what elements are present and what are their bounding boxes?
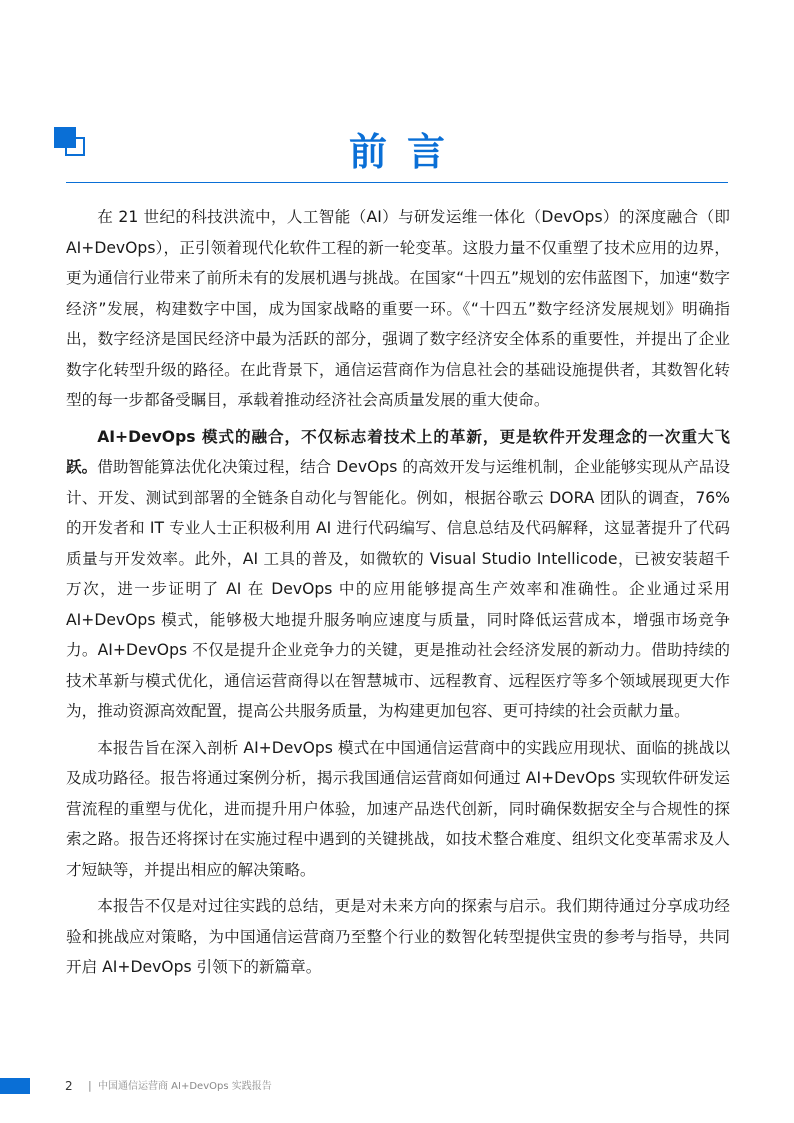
footer-accent-bar (0, 1078, 30, 1094)
paragraph-2-lead: AI+DevOps 模式的融合，不仅标志着技术上的革新，更是软件开发理念的一次重大飞跃。 (66, 427, 730, 476)
paragraph-4 (66, 891, 730, 983)
footer-page-number: 2 (65, 1079, 73, 1093)
page-title: 前言 (348, 130, 465, 174)
paragraph-3-text: 本报告旨在深入剖析 AI+DevOps 模式在中国通信运营商中的实践应用现状、面临的挑战以及成功路径。报告将通过案例分析，揭示我国通信运营商如何通过 AI+DevOps 实现软件研发运营流程的重塑与优化，进而提升用户体验，加速产品迭代创新，同时确保数据安全与合规性的探索之路。报告还将探讨在实施过程中遇到的关键挑战，如技术整合难度、组织文化变革需求及人才短缺等，并提出相应的解决策略。 (66, 738, 730, 879)
paragraph-3 (66, 733, 730, 886)
title-divider (66, 182, 728, 183)
footer-separator: | (88, 1079, 92, 1092)
paragraph-2-text: 借助智能算法优化决策过程，结合 DevOps 的高效开发与运维机制，企业能够实现从产品设计、开发、测试到部署的全链条自动化与智能化。例如，根据谷歌云 DORA 团队的调查，76%的开发者和 IT 专业人士正积极利用 AI 进行代码编写、信息总结及代码解释，这显著提升了代码质量与开发效率。此外，AI 工具的普及，如微软的 Visual Studio Intellicode，已被安装超千万次，进一步证明了 AI 在 DevOps 中的应用能够提高生产效率和准确性。企业通过采用 AI+DevOps 模式，能够极大地提升服务响应速度与质量，同时降低运营成本，增强市场竞争力。AI+DevOps 不仅是提升企业竞争力的关键，更是推动社会经济发展的新动力。借助持续的技术革新与模式优化，通信运营商得以在智慧城市、远程教育、远程医疗等多个领域展现更大作为，推动资源高效配置，提高公共服务质量，为构建更加包容、更可持续的社会贡献力量。 (66, 458, 730, 720)
paragraph-2 (66, 422, 730, 727)
paragraph-4-text: 本报告不仅是对过往实践的总结，更是对未来方向的探索与启示。我们期待通过分享成功经验和挑战应对策略，为中国通信运营商乃至整个行业的数智化转型提供宝贵的参考与指导，共同开启 AI+DevOps 引领下的新篇章。 (66, 897, 730, 976)
footer-report-title: 中国通信运营商 AI+DevOps 实践报告 (98, 1081, 272, 1092)
preface-body (66, 202, 730, 989)
paragraph-1 (66, 202, 730, 416)
paragraph-1-text: 在 21 世纪的科技洪流中，人工智能（AI）与研发运维一体化（DevOps）的深度融合（即 AI+DevOps），正引领着现代化软件工程的新一轮变革。这股力量不仅重塑了技术应用的边界，更为通信行业带来了前所未有的发展机遇与挑战。在国家“十四五”规划的宏伟蓝图下，加速“数字经济”发展，构建数字中国，成为国家战略的重要一环。《“十四五”数字经济发展规划》明确指出，数字经济是国民经济中最为活跃的部分，强调了数字经济安全体系的重要性，并提出了企业数字化转型升级的路径。在此背景下，通信运营商作为信息社会的基础设施提供者，其数智化转型的每一步都备受瞩目，承载着推动经济社会高质量发展的重大使命。 (66, 208, 730, 409)
